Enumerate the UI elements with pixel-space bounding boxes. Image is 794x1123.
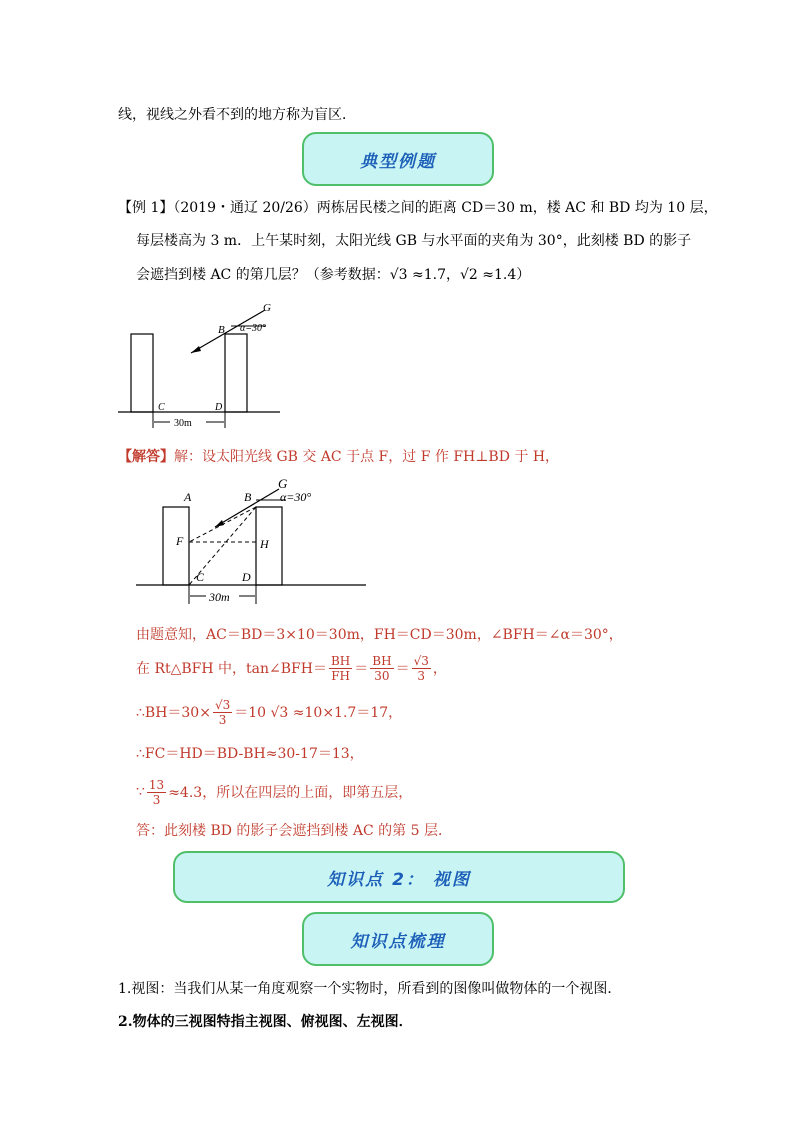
- answer-text: 解：设太阳光线 GB 交 AC 于点 F，过 F 作 FH⊥BD 于 H，: [174, 449, 560, 465]
- label-c: C: [158, 402, 165, 413]
- fraction-13-3: [147, 778, 166, 807]
- denominator: 3: [417, 668, 426, 683]
- numerator: 13: [148, 777, 165, 792]
- numerator: BH: [372, 653, 392, 668]
- label-alpha: α=30°: [240, 323, 266, 334]
- numerator: √3: [214, 697, 231, 712]
- answer-line: [118, 446, 559, 466]
- label-d: D: [215, 402, 223, 413]
- figure-buildings-1: [118, 296, 288, 430]
- denominator: 30: [374, 668, 390, 683]
- point-2: 2.物体的三视图特指主视图、俯视图、左视图．: [118, 1014, 413, 1030]
- step-3-suffix: ＝10 √3 ≈10×1.7＝17，: [234, 705, 403, 721]
- label-30m-2: 30m: [209, 590, 230, 604]
- step-2-prefix: 在 Rt△BFH 中，tan∠BFH＝: [136, 661, 327, 677]
- label-g: G: [263, 302, 271, 314]
- section-heading-knowledge-summary: 知识点梳理: [302, 912, 494, 966]
- example-line-2: 每层楼高为 3 m．上午某时刻，太阳光线 GB 与水平面的夹角为 30°，此刻楼 BD 的影子: [136, 233, 692, 249]
- building-bd: [225, 334, 247, 412]
- denominator: 3: [152, 792, 161, 807]
- label-h: H: [260, 537, 269, 551]
- example-line-3: 会遮挡到楼 AC 的第几层？（参考数据：√3 ≈1.7，√2 ≈1.4）: [136, 267, 531, 283]
- section-heading-knowledge-point-2: 知识点 2： 视图: [173, 851, 625, 903]
- fraction-bh-30: [370, 654, 393, 683]
- ray-extension: [189, 507, 256, 542]
- fraction-sqrt3-3: [412, 654, 431, 683]
- example-source: （2019・通辽 20/26）: [173, 200, 317, 216]
- numerator: √3: [413, 653, 429, 668]
- arrow-head-2: [215, 520, 224, 527]
- denominator: FH: [331, 668, 351, 683]
- label-d-2: D: [242, 570, 251, 584]
- answer-tag: 【解答】: [118, 449, 174, 465]
- step-4: ∴FC＝HD＝BD-BH≈30-17＝13，: [136, 746, 364, 762]
- step-5-suffix: ≈4.3，所以在四层的上面，即第五层，: [168, 785, 413, 801]
- denominator: 3: [218, 712, 227, 727]
- figure-buildings-2: [136, 474, 376, 610]
- label-b-2: B: [244, 490, 252, 504]
- example-text-1: 两栋居民楼之间的距离 CD＝30 m，楼 AC 和 BD 均为 10 层，: [316, 200, 718, 216]
- step-6: 答：此刻楼 BD 的影子会遮挡到楼 AC 的第 5 层．: [136, 823, 452, 839]
- label-a-2: A: [184, 490, 192, 504]
- example-tag: 【例 1】: [118, 200, 174, 216]
- step-2: 在 Rt△BFH 中，tan∠BFH＝ $\frac{BH}{FH}$ ＝ $\frac{BH}{30}$ ＝ $\frac{√3}{3}$ ，: [136, 653, 447, 683]
- step-5: [136, 772, 412, 812]
- label-f: F: [176, 534, 184, 548]
- numerator: BH: [330, 653, 351, 668]
- point-1: 1.视图：当我们从某一角度观察一个实物时，所看到的图像叫做物体的一个视图．: [118, 981, 622, 997]
- label-b: B: [218, 324, 225, 336]
- fraction-sqrt3-3-b: [213, 698, 232, 727]
- label-30m: 30m: [174, 418, 192, 429]
- example-line-1: [118, 197, 718, 217]
- fraction-bh-fh: [329, 654, 352, 683]
- intro-line: 线，视线之外看不到的地方称为盲区．: [118, 107, 356, 123]
- label-alpha-2: α=30°: [280, 490, 312, 504]
- step-3: [136, 692, 402, 732]
- step-5-prefix: ∵: [136, 784, 145, 800]
- step-3-prefix: ∴BH＝30×: [136, 705, 211, 721]
- label-g-2: G: [278, 476, 288, 491]
- label-c-2: C: [196, 570, 205, 584]
- arrow-head: [191, 346, 201, 353]
- step-1: 由题意知，AC＝BD＝3×10＝30m，FH＝CD＝30m，∠BFH＝∠α＝30°，: [136, 627, 623, 643]
- section-heading-typical-examples: 典型例题: [302, 132, 494, 186]
- building-ac: [131, 334, 153, 412]
